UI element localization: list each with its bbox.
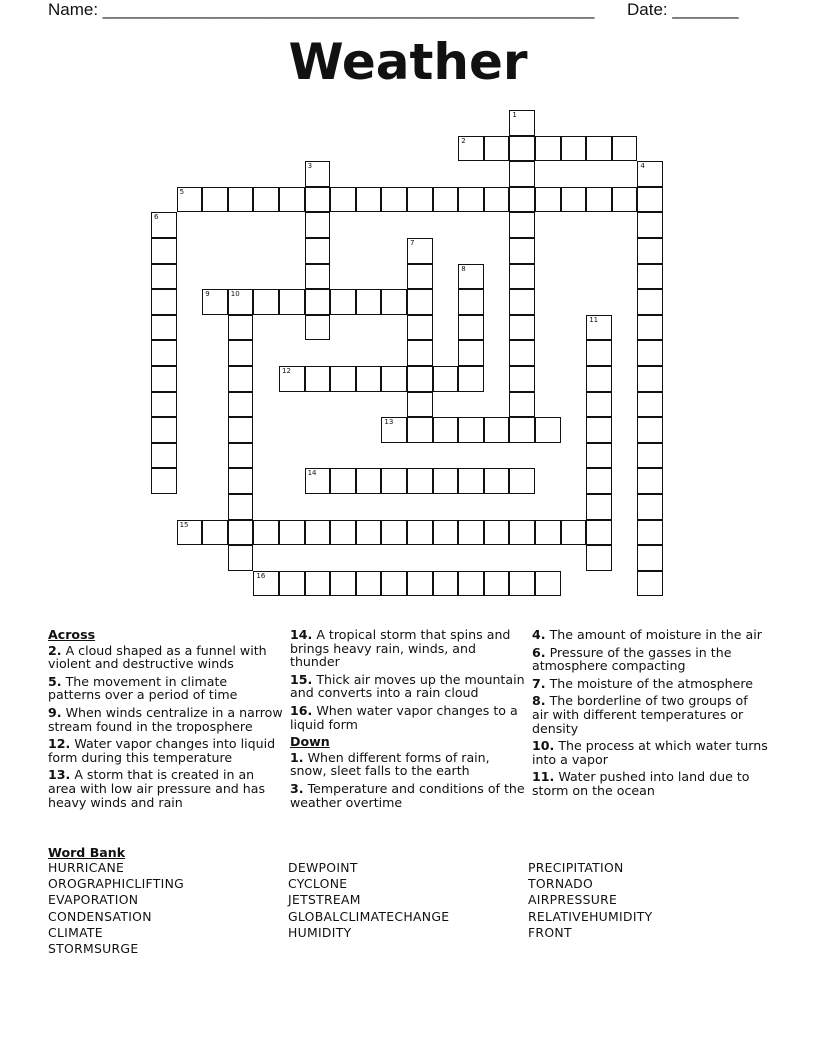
grid-cell[interactable] <box>586 392 612 418</box>
grid-cell[interactable] <box>228 289 254 315</box>
grid-cell[interactable] <box>305 468 331 494</box>
grid-cell[interactable] <box>253 520 279 546</box>
word-bank-item: DEWPOINT <box>288 860 358 875</box>
word-bank-item: GLOBALCLIMATECHANGE <box>288 908 450 924</box>
grid-cell[interactable] <box>305 212 331 238</box>
grid-cell[interactable] <box>228 545 254 571</box>
grid-cell[interactable] <box>484 571 510 597</box>
grid-cell[interactable] <box>228 392 254 418</box>
grid-cell[interactable] <box>356 289 382 315</box>
word-bank-item: PRECIPITATION <box>528 860 624 875</box>
grid-cell[interactable] <box>151 212 177 238</box>
clue-text: When water vapor changes to a liquid form <box>290 702 518 732</box>
clue-number: 4 <box>640 162 645 171</box>
grid-cell[interactable] <box>177 187 203 213</box>
grid-cell[interactable] <box>228 468 254 494</box>
clue-text: A tropical storm that spins and brings heavy rain, winds, and thunder <box>290 627 511 670</box>
clue-number: 3 <box>307 162 313 171</box>
clue-text: The process at which water turns into a vapor <box>532 738 768 767</box>
clue <box>532 677 768 691</box>
grid-cell[interactable] <box>509 340 535 366</box>
grid-cell[interactable] <box>279 187 305 213</box>
grid-cell[interactable] <box>586 545 612 571</box>
grid-cell[interactable] <box>637 289 663 315</box>
grid-cell[interactable] <box>151 264 177 290</box>
grid-cell[interactable] <box>637 161 663 187</box>
clue-number: 10 <box>230 290 240 299</box>
clue-text: The borderline of two groups of air with different temperatures or density <box>532 693 748 736</box>
grid-cell[interactable] <box>228 520 254 546</box>
grid-cell[interactable] <box>535 417 561 443</box>
clue-number: 1. <box>290 749 304 765</box>
grid-cell[interactable] <box>458 289 484 315</box>
clue <box>532 628 768 642</box>
grid-cell[interactable] <box>356 187 382 213</box>
word-bank-item: CYCLONE <box>288 876 348 892</box>
word-bank-item: EVAPORATION <box>48 892 139 908</box>
grid-cell[interactable] <box>484 417 510 443</box>
across-heading: Across <box>48 627 96 642</box>
grid-cell[interactable] <box>381 468 407 494</box>
clue <box>48 768 284 809</box>
grid-cell[interactable] <box>509 417 535 443</box>
grid-cell[interactable] <box>509 212 535 238</box>
grid-cell[interactable] <box>381 571 407 597</box>
clues-column-3 <box>532 628 768 802</box>
grid-cell[interactable] <box>458 264 484 290</box>
grid-cell[interactable] <box>407 468 433 494</box>
grid-cell[interactable] <box>637 571 663 597</box>
grid-cell[interactable] <box>561 136 587 162</box>
grid-cell[interactable] <box>509 315 535 341</box>
clue-number: 2. <box>48 642 62 658</box>
grid-cell[interactable] <box>458 468 484 494</box>
grid-cell[interactable] <box>279 571 305 597</box>
grid-cell[interactable] <box>151 417 177 443</box>
grid-cell[interactable] <box>637 494 663 520</box>
grid-cell[interactable] <box>433 571 459 597</box>
clue-number: 7 <box>410 239 415 247</box>
clue-number: 15 <box>179 520 189 529</box>
clue-text: A storm that is created in an area with low air pressure and has heavy winds and rain <box>48 767 266 810</box>
clue-number: 5. <box>48 673 62 689</box>
grid-cell[interactable] <box>305 161 331 187</box>
grid-cell[interactable] <box>356 520 382 546</box>
word-bank-item: TORNADO <box>528 876 594 892</box>
grid-cell[interactable] <box>509 571 535 597</box>
clue-text: When winds centralize in a narrow stream found in the troposphere <box>48 704 283 734</box>
word-bank-item: OROGRAPHICLIFTING <box>48 876 185 892</box>
grid-cell[interactable] <box>509 392 535 418</box>
grid-cell[interactable] <box>151 289 177 315</box>
grid-cell[interactable] <box>407 520 433 546</box>
clue <box>532 739 768 766</box>
grid-cell[interactable] <box>433 366 459 392</box>
grid-cell[interactable] <box>202 187 228 213</box>
grid-cell[interactable] <box>407 571 433 597</box>
grid-cell[interactable] <box>637 392 663 418</box>
grid-cell[interactable] <box>509 468 535 494</box>
grid-cell[interactable] <box>561 520 587 546</box>
grid-cell[interactable] <box>561 187 587 213</box>
down-heading: Down <box>290 734 330 750</box>
grid-cell[interactable] <box>458 187 484 213</box>
grid-cell[interactable] <box>202 289 228 315</box>
clue-number: 9. <box>48 704 62 720</box>
clue-text: Pressure of the gasses in the atmosphere compacting <box>532 644 732 674</box>
grid-cell[interactable] <box>586 340 612 366</box>
clue-number: 11 <box>589 315 599 324</box>
grid-cell[interactable] <box>228 443 254 469</box>
word-bank-item: RELATIVEHUMIDITY <box>528 908 653 924</box>
clue-text: The movement in climate patterns over a period of time <box>48 673 238 703</box>
clue-number: 15. <box>290 671 313 687</box>
clue-text: The moisture of the atmosphere <box>545 675 753 691</box>
grid-cell[interactable] <box>535 520 561 546</box>
clue <box>290 782 526 809</box>
clue <box>290 628 526 669</box>
clue-number: 8 <box>461 264 466 273</box>
word-bank-item: CLIMATE <box>48 924 103 940</box>
grid-cell[interactable] <box>305 187 331 213</box>
grid-cell[interactable] <box>458 315 484 341</box>
grid-cell[interactable] <box>637 417 663 443</box>
clue-text: Thick air moves up the mountain and converts into a rain cloud <box>290 671 525 701</box>
grid-cell[interactable] <box>407 340 433 366</box>
clue-number: 13 <box>384 418 394 427</box>
grid-cell[interactable] <box>637 366 663 392</box>
grid-cell[interactable] <box>484 136 510 162</box>
grid-cell[interactable] <box>305 571 331 597</box>
grid-cell[interactable] <box>637 264 663 290</box>
grid-cell[interactable] <box>586 443 612 469</box>
grid-cell[interactable] <box>279 366 305 392</box>
clues-column-2 <box>290 628 526 813</box>
grid-cell[interactable] <box>228 417 254 443</box>
grid-cell[interactable] <box>612 136 638 162</box>
clue <box>290 751 526 778</box>
grid-cell[interactable] <box>305 366 331 392</box>
grid-cell[interactable] <box>509 289 535 315</box>
grid-cell[interactable] <box>535 187 561 213</box>
clue <box>532 694 768 735</box>
grid-cell[interactable] <box>458 417 484 443</box>
clue-number: 12. <box>48 736 71 752</box>
clue-number: 6. <box>532 644 546 660</box>
grid-cell[interactable] <box>509 366 535 392</box>
grid-cell[interactable] <box>458 571 484 597</box>
grid-cell[interactable] <box>228 187 254 213</box>
grid-cell[interactable] <box>356 468 382 494</box>
grid-cell[interactable] <box>253 571 279 597</box>
clue-number: 1 <box>512 111 517 119</box>
grid-cell[interactable] <box>177 520 203 546</box>
word-bank-heading: Word Bank <box>48 845 126 860</box>
clue <box>48 737 284 764</box>
word-bank-item: HUMIDITY <box>288 924 352 940</box>
grid-cell[interactable] <box>381 417 407 443</box>
clue-text: Temperature and conditions of the weather overtime <box>290 780 525 810</box>
clue-number: 6 <box>154 213 159 222</box>
grid-cell[interactable] <box>509 110 535 136</box>
grid-cell[interactable] <box>305 238 331 264</box>
grid-cell[interactable] <box>356 571 382 597</box>
grid-cell[interactable] <box>458 340 484 366</box>
grid-cell[interactable] <box>381 187 407 213</box>
grid-cell[interactable] <box>151 238 177 264</box>
grid-cell[interactable] <box>509 161 535 187</box>
grid-cell[interactable] <box>151 366 177 392</box>
grid-cell[interactable] <box>228 494 254 520</box>
grid-cell[interactable] <box>151 315 177 341</box>
clue-number: 12 <box>282 367 291 375</box>
grid-cell[interactable] <box>433 468 459 494</box>
clues-column-1 <box>48 628 284 813</box>
clue <box>290 673 526 700</box>
grid-cell[interactable] <box>330 289 356 315</box>
grid-cell[interactable] <box>330 468 356 494</box>
clue-number: 16 <box>256 571 266 580</box>
grid-cell[interactable] <box>228 366 254 392</box>
grid-cell[interactable] <box>637 340 663 366</box>
grid-cell[interactable] <box>407 392 433 418</box>
clue-number: 8. <box>532 693 546 709</box>
clue-number: 14 <box>307 469 317 478</box>
grid-cell[interactable] <box>151 340 177 366</box>
grid-cell[interactable] <box>330 520 356 546</box>
word-bank-item: HURRICANE <box>48 860 125 875</box>
grid-cell[interactable] <box>458 136 484 162</box>
grid-cell[interactable] <box>433 520 459 546</box>
clue-text: When different forms of rain, snow, sleet falls to the earth <box>290 749 490 779</box>
clue-text: Water vapor changes into liquid form during this temperature <box>48 736 276 765</box>
clue-number: 7. <box>532 675 546 691</box>
grid-cell[interactable] <box>586 494 612 520</box>
grid-cell[interactable] <box>407 366 433 392</box>
grid-cell[interactable] <box>637 443 663 469</box>
grid-cell[interactable] <box>407 289 433 315</box>
grid-cell[interactable] <box>509 520 535 546</box>
grid-cell[interactable] <box>458 520 484 546</box>
grid-cell[interactable] <box>381 366 407 392</box>
grid-cell[interactable] <box>433 417 459 443</box>
grid-cell[interactable] <box>407 187 433 213</box>
clue-text: The amount of moisture in the air <box>545 627 762 642</box>
grid-cell[interactable] <box>484 520 510 546</box>
grid-cell[interactable] <box>637 212 663 238</box>
clue-number: 13. <box>48 767 71 783</box>
clue-number: 14. <box>290 627 313 642</box>
grid-cell[interactable] <box>586 468 612 494</box>
grid-cell[interactable] <box>586 315 612 341</box>
grid-cell[interactable] <box>509 136 535 162</box>
grid-cell[interactable] <box>637 238 663 264</box>
clue <box>290 704 526 731</box>
clue-number: 3. <box>290 780 304 796</box>
grid-cell[interactable] <box>637 545 663 571</box>
clue-number: 11. <box>532 769 555 785</box>
date-field[interactable]: Date: _______ <box>627 0 739 19</box>
word-bank-item: FRONT <box>528 924 572 940</box>
grid-cell[interactable] <box>330 571 356 597</box>
grid-cell[interactable] <box>228 340 254 366</box>
grid-cell[interactable] <box>509 187 535 213</box>
clue-number: 16. <box>290 702 313 718</box>
grid-cell[interactable] <box>433 187 459 213</box>
grid-cell[interactable] <box>509 238 535 264</box>
clue <box>48 706 284 733</box>
clue-number: 10. <box>532 738 555 754</box>
grid-cell[interactable] <box>305 315 331 341</box>
grid-cell[interactable] <box>279 520 305 546</box>
word-bank-item: STORMSURGE <box>48 941 139 956</box>
grid-cell[interactable] <box>330 366 356 392</box>
word-bank-item: AIRPRESSURE <box>528 892 618 908</box>
word-bank-item: CONDENSATION <box>48 908 152 924</box>
name-label: Name: ____________________________________________________ <box>48 0 595 19</box>
grid-cell[interactable] <box>637 468 663 494</box>
grid-cell[interactable] <box>279 289 305 315</box>
word-bank-item: JETSTREAM <box>288 892 361 908</box>
grid-cell[interactable] <box>151 443 177 469</box>
grid-cell[interactable] <box>381 520 407 546</box>
grid-cell[interactable] <box>253 187 279 213</box>
grid-cell[interactable] <box>305 289 331 315</box>
grid-cell[interactable] <box>305 520 331 546</box>
grid-cell[interactable] <box>586 417 612 443</box>
grid-cell[interactable] <box>202 520 228 546</box>
grid-cell[interactable] <box>381 289 407 315</box>
grid-cell[interactable] <box>151 468 177 494</box>
grid-cell[interactable] <box>535 571 561 597</box>
clue-text: A cloud shaped as a funnel with violent and destructive winds <box>48 642 267 672</box>
page-title: Weather <box>288 33 528 91</box>
grid-cell[interactable] <box>407 238 433 264</box>
grid-cell[interactable] <box>228 315 254 341</box>
grid-cell[interactable] <box>356 366 382 392</box>
clue <box>532 770 768 797</box>
grid-cell[interactable] <box>484 187 510 213</box>
grid-cell[interactable] <box>637 187 663 213</box>
grid-cell[interactable] <box>458 366 484 392</box>
grid-cell[interactable] <box>509 264 535 290</box>
grid-cell[interactable] <box>407 315 433 341</box>
clue-number: 4. <box>532 627 546 642</box>
clue <box>48 644 284 671</box>
grid-cell[interactable] <box>253 289 279 315</box>
grid-cell[interactable] <box>637 520 663 546</box>
clue-text: Water pushed into land due to storm on the ocean <box>532 769 750 798</box>
grid-cell[interactable] <box>637 315 663 341</box>
grid-cell[interactable] <box>612 187 638 213</box>
grid-cell[interactable] <box>305 264 331 290</box>
grid-cell[interactable] <box>407 264 433 290</box>
grid-cell[interactable] <box>407 417 433 443</box>
grid-cell[interactable] <box>586 520 612 546</box>
grid-cell[interactable] <box>586 187 612 213</box>
grid-cell[interactable] <box>330 187 356 213</box>
grid-cell[interactable] <box>586 366 612 392</box>
clue <box>532 646 768 673</box>
grid-cell[interactable] <box>535 136 561 162</box>
clue-number: 9 <box>205 290 210 299</box>
clue <box>48 675 284 702</box>
grid-cell[interactable] <box>151 392 177 418</box>
grid-cell[interactable] <box>586 136 612 162</box>
clue-number: 5 <box>179 187 185 196</box>
grid-cell[interactable] <box>484 468 510 494</box>
clue-number: 2 <box>461 136 466 145</box>
